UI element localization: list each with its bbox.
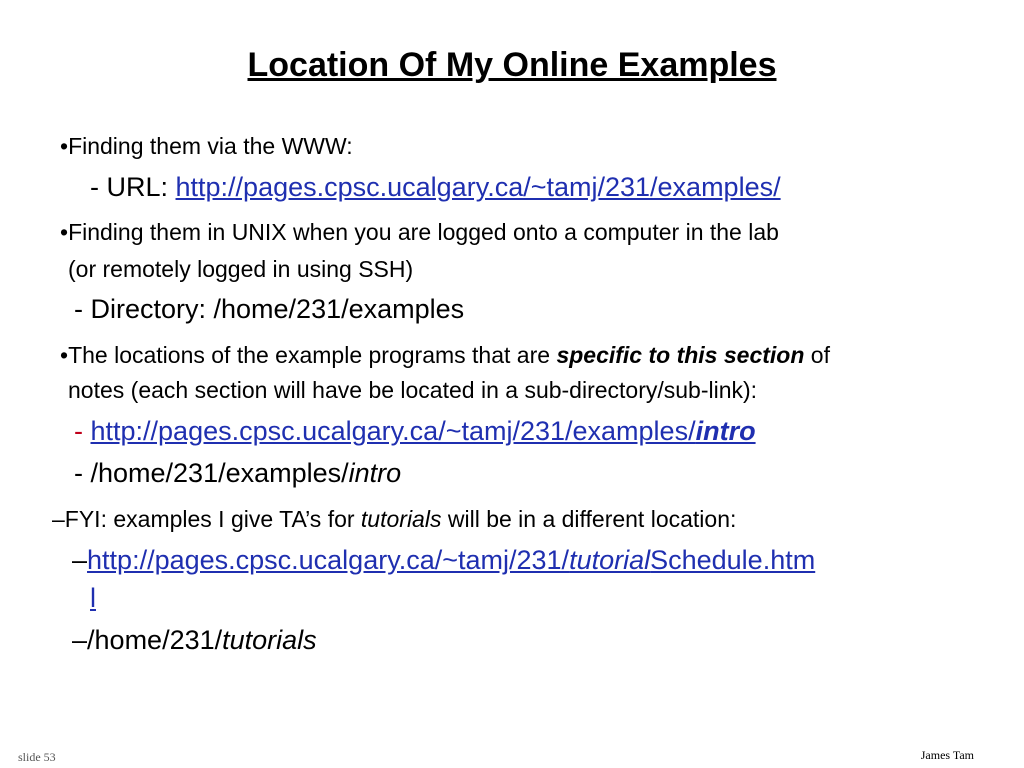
dash-icon: – — [72, 625, 88, 655]
dash-icon: – — [52, 506, 65, 532]
bullet-unix-line2: (or remotely logged in using SSH) — [68, 256, 414, 282]
bullet-locations-bold: specific to this section — [556, 342, 805, 368]
bullet-unix-line1: Finding them in UNIX when you are logged onto a computer in the lab — [68, 219, 779, 245]
intro-dir-a: - /home/231/examples/ — [74, 458, 349, 488]
bullet-unix-cont — [68, 256, 413, 283]
bullet-icon: • — [60, 133, 69, 159]
intro-url-b: intro — [695, 416, 756, 446]
tutorial-url-link[interactable] — [87, 545, 815, 575]
bullet-locations-cont — [68, 377, 757, 404]
bullet-www — [60, 133, 353, 160]
tutorial-url-b: tutorial — [569, 545, 651, 575]
fyi-b: tutorials — [360, 506, 442, 532]
dash-icon: – — [72, 545, 88, 575]
tutorial-url-link-cont[interactable]: l — [90, 583, 96, 613]
bullet-locations-b: of — [804, 342, 830, 368]
intro-url-a: http://pages.cpsc.ucalgary.ca/~tamj/231/examples/ — [90, 416, 696, 446]
bullet-icon: • — [60, 342, 69, 368]
tutorial-dir-b: tutorials — [222, 625, 317, 655]
intro-link-line — [74, 416, 756, 447]
slide-title-text: Location Of My Online Examples — [247, 46, 777, 84]
tutorial-dir-line — [72, 625, 317, 656]
bullet-locations-line2: notes (each section will have be located in a sub-directory/sub-link): — [68, 377, 758, 403]
bullet-locations-a: The locations of the example programs that are — [68, 342, 557, 368]
fyi-c: will be in a different location: — [441, 506, 737, 532]
intro-dir-line — [74, 458, 401, 489]
intro-url-link[interactable] — [91, 416, 756, 446]
fyi-line — [52, 506, 736, 533]
tutorial-dir-a: /home/231/ — [87, 625, 223, 655]
intro-dir-b: intro — [348, 458, 402, 488]
dash-icon: - — [74, 416, 91, 446]
bullet-www-text: Finding them via the WWW: — [68, 133, 353, 159]
tutorial-url-a: http://pages.cpsc.ucalgary.ca/~tamj/231/ — [87, 545, 570, 575]
url-line — [90, 172, 781, 203]
bullet-icon: • — [60, 219, 69, 245]
examples-url-link[interactable]: http://pages.cpsc.ucalgary.ca/~tamj/231/examples/ — [175, 172, 781, 202]
tutorial-link-cont — [90, 583, 96, 614]
tutorial-link-line — [72, 545, 815, 576]
bullet-unix — [60, 219, 779, 246]
author-name: James Tam — [920, 748, 974, 762]
slide-title — [0, 46, 1024, 85]
directory-text: - Directory: /home/231/examples — [74, 294, 465, 324]
tutorial-url-c: Schedule.htm — [650, 545, 816, 575]
directory-line — [74, 294, 464, 325]
fyi-a: FYI: examples I give TA’s for — [64, 506, 361, 532]
bullet-locations — [60, 342, 830, 369]
url-prefix: - URL: — [90, 172, 176, 202]
slide-number: slide 53 — [18, 750, 56, 764]
